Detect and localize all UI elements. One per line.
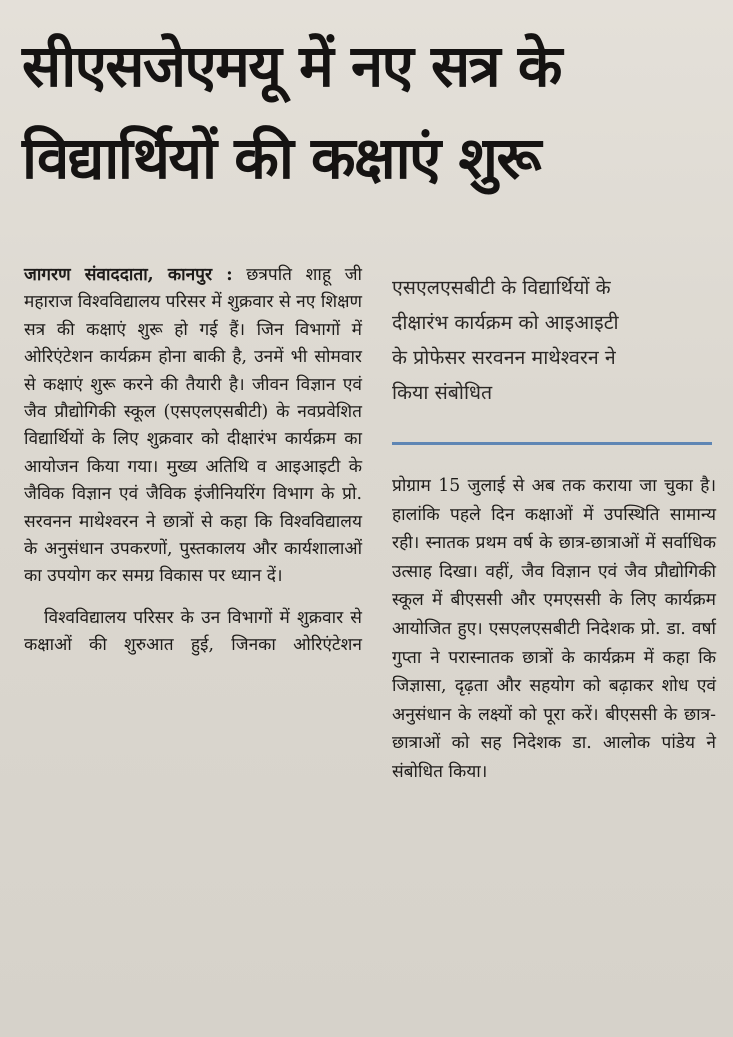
left-column — [24, 262, 362, 660]
lead-text: छत्रपति शाहू जी महाराज विश्वविद्यालय परिसर में शुक्रवार से नए शिक्षण सत्र की कक्षाएं शुरू हो गई हैं। जिन विभागों में ओरिएंटेशन कार्यक्रम होना बाकी है, उनमें भी सोमवार से कक्षाएं शुरू करने की तैयारी है। जीवन विज्ञान एवं जैव प्रौद्योगिकी स्कूल (एसएलएसबीटी) के नवप्रवेशित विद्यार्थियों के लिए शुक्रवार को दीक्षारंभ कार्यक्रम का आयोजन किया गया। मुख्य अतिथि व आइआइटी के जैविक विज्ञान एवं जैविक इंजीनियरिंग विभाग के प्रो. सरवनन माथेश्वरन ने छात्रों से कहा कि विश्वविद्यालय के अनुसंधान उपकरणों, पुस्तकालय और कार्यशालाओं का उपयोग कर समग्र विकास पर ध्यान दें। — [24, 265, 362, 587]
right-column — [392, 472, 716, 787]
subheading-line-4: किया संबोधित — [392, 381, 493, 404]
lead-paragraph — [24, 262, 362, 591]
headline-line-2: विद्यार्थियों की कक्षाएं शुरू — [22, 124, 540, 192]
dateline: जागरण संवाददाता, कानपुर : — [24, 265, 233, 285]
subheading-line-1: एसएलएसबीटी के विद्यार्थियों के — [392, 276, 611, 299]
headline-line-1: सीएसजेएमयू में नए सत्र के — [22, 32, 561, 100]
subheading-line-2: दीक्षारंभ कार्यक्रम को आइआइटी — [392, 311, 619, 334]
right-column-text: प्रोग्राम 15 जुलाई से अब तक कराया जा चुका है। हालांकि पहले दिन कक्षाओं में उपस्थिति सामान्य रही। स्नातक प्रथम वर्ष के छात्र-छात्राओं में सर्वाधिक उत्साह दिखा। वहीं, जैव विज्ञान एवं जैव प्रौद्योगिकी स्कूल में बीएससी और एमएससी के लिए कार्यक्रम आयोजित हुए। एसएलएसबीटी निदेशक प्रो. डा. वर्षा गुप्ता ने परास्नातक छात्रों के कार्यक्रम में कहा कि जिज्ञासा, दृढ़ता और सहयोग को बढ़ाकर शोध एवं अनुसंधान के लक्ष्यों को पूरा करें। बीएससी के छात्र-छात्राओं को सह निदेशक डा. आलोक पांडेय ने संबोधित किया। — [392, 476, 716, 782]
subheading-line-3: के प्रोफेसर सरवनन माथेश्वरन ने — [392, 346, 616, 369]
subheading-divider — [392, 442, 712, 445]
paragraph-2: विश्वविद्यालय परिसर के उन विभागों में शुक्रवार से कक्षाओं की शुरुआत हुई, जिनका ओरिएंटेशन — [24, 607, 362, 656]
headline — [22, 20, 722, 204]
subheading — [392, 270, 722, 410]
